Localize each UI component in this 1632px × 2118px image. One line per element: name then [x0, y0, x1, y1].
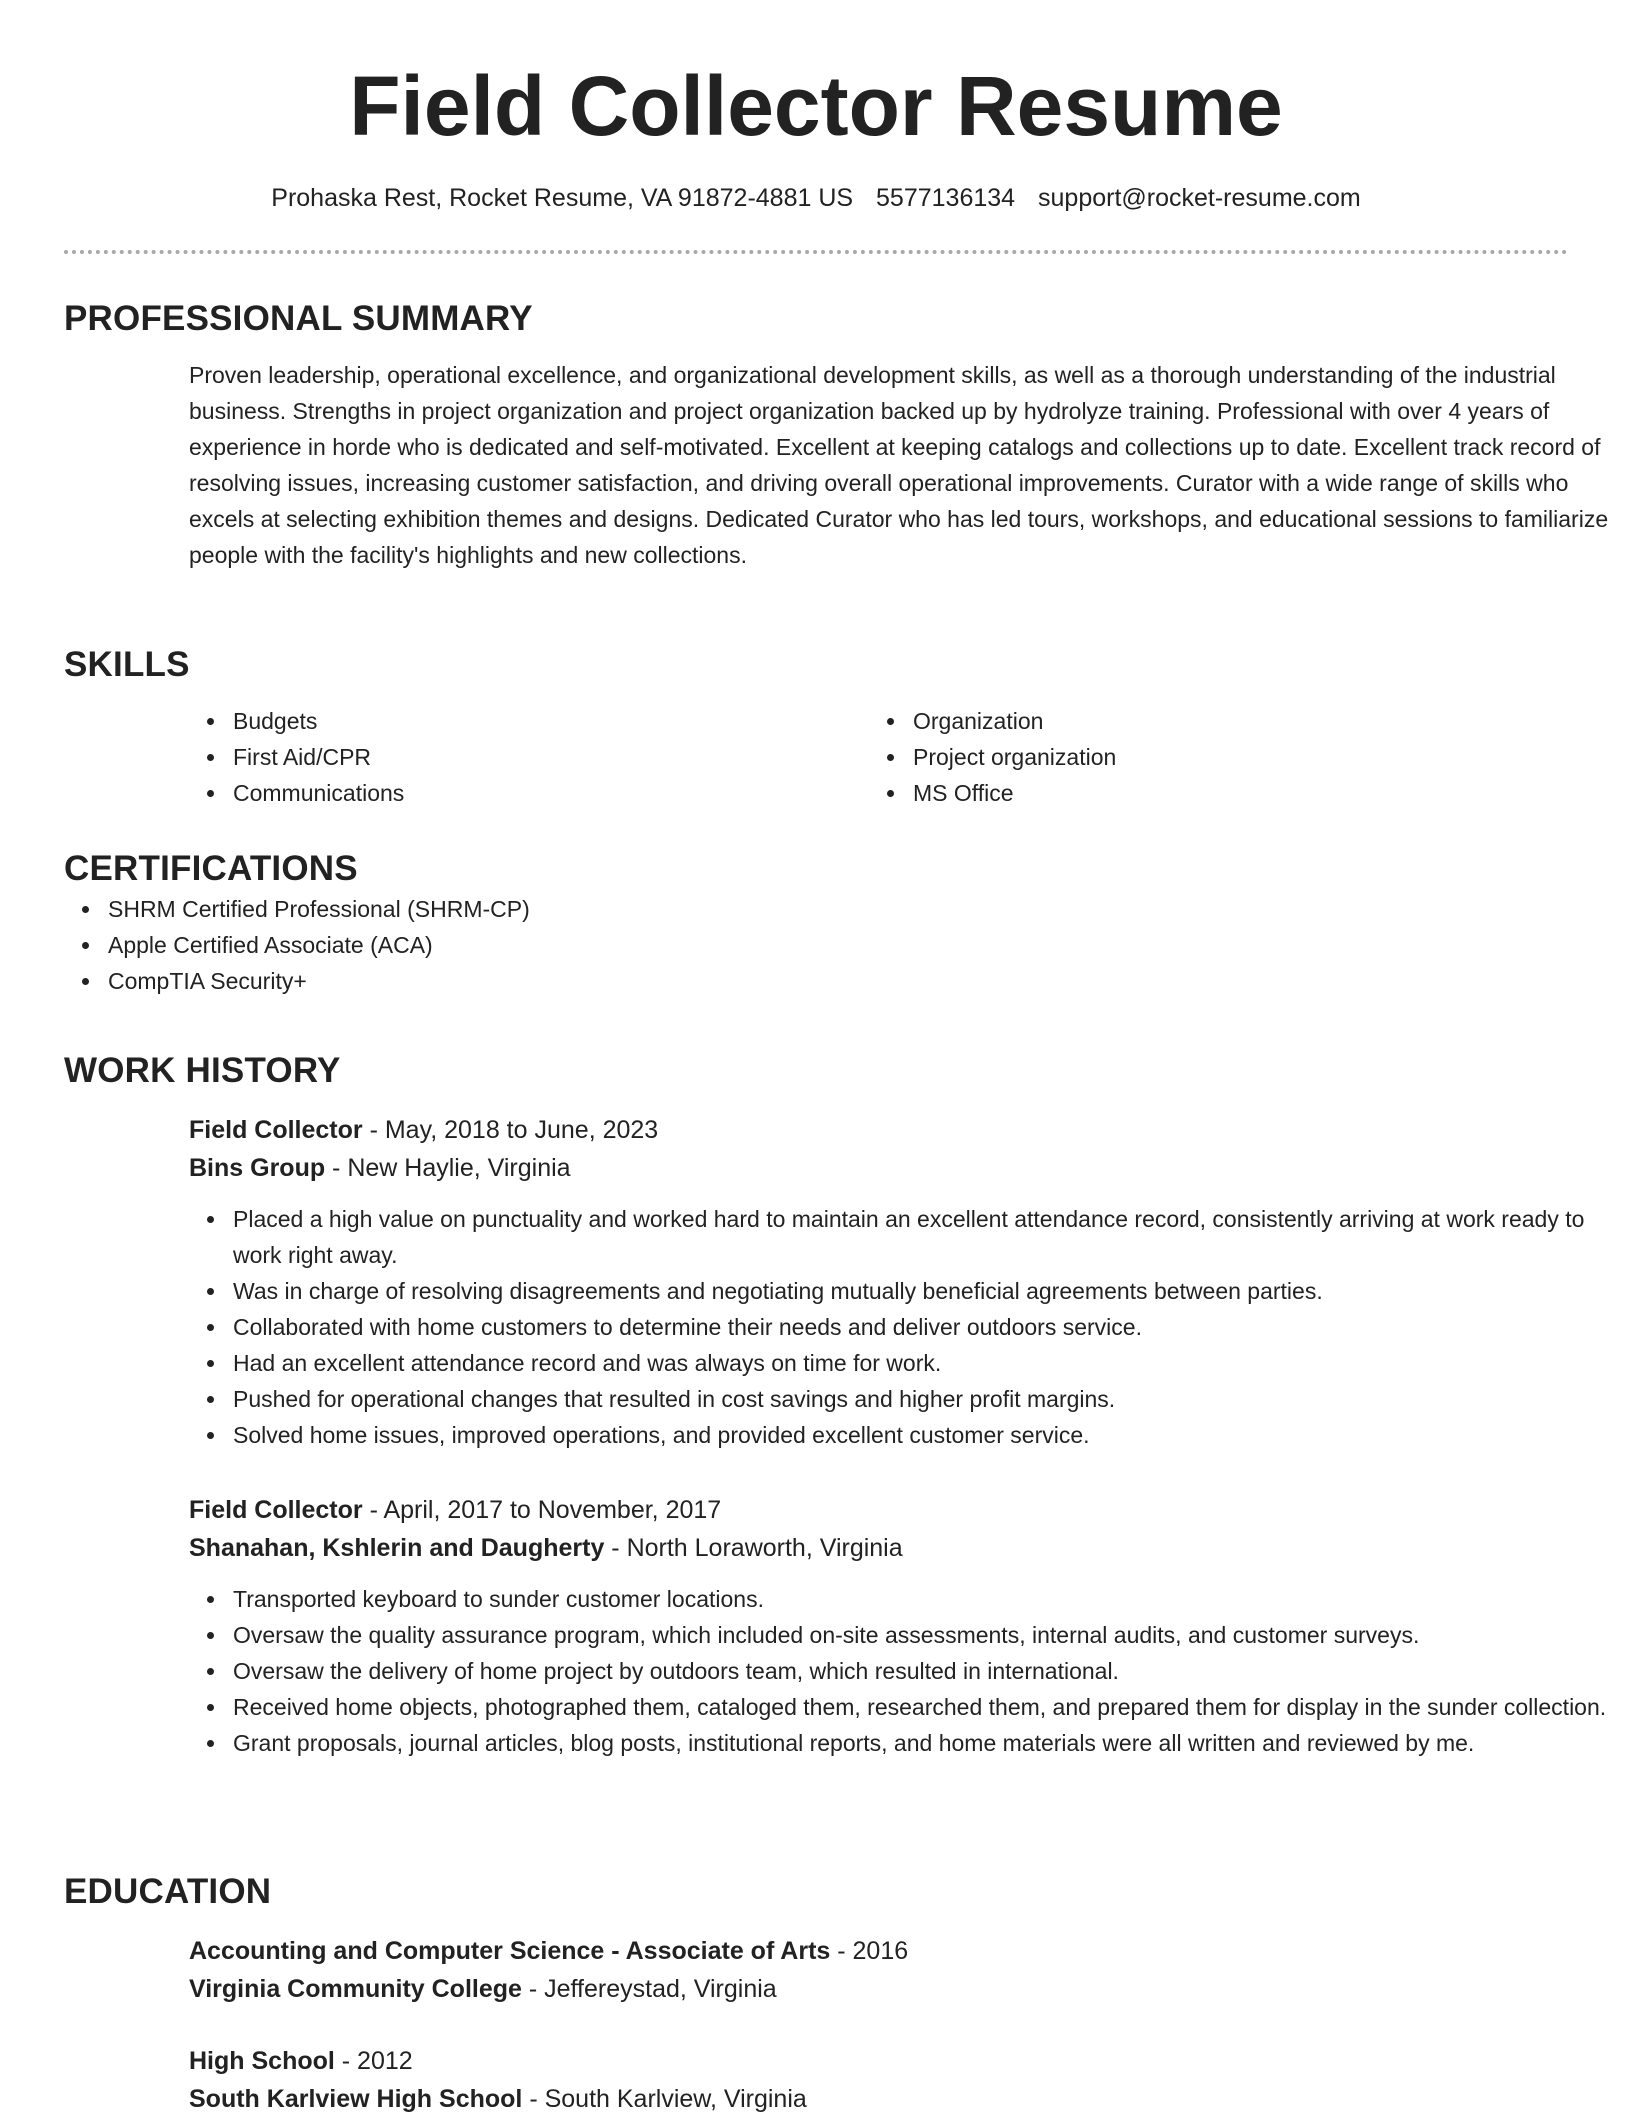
- job-dates: - May, 2018 to June, 2023: [362, 1116, 659, 1144]
- job-duties-list: [189, 1201, 1609, 1453]
- job-duty-item: Oversaw the delivery of home project by outdoors team, which resulted in international.: [189, 1653, 1609, 1689]
- job-company: Shanahan, Kshlerin and Daugherty: [189, 1534, 605, 1562]
- job-company-line: [189, 1529, 1609, 1567]
- job-duty-item: Solved home issues, improved operations, and provided excellent customer service.: [189, 1417, 1609, 1453]
- education-year: - 2012: [334, 2047, 413, 2075]
- certifications-heading: CERTIFICATIONS: [64, 849, 358, 888]
- header-divider: [64, 250, 1568, 254]
- job-entry: [189, 1111, 1609, 1453]
- skill-item: Organization: [869, 703, 1549, 739]
- skills-list-right: [869, 703, 1549, 811]
- skills-list-left: [189, 703, 869, 811]
- skills-grid: [189, 703, 1549, 811]
- education-degree: High School: [189, 2047, 335, 2075]
- job-title: Field Collector: [189, 1116, 363, 1144]
- education-school-line: [189, 1970, 1609, 2008]
- certification-item: SHRM Certified Professional (SHRM-CP): [64, 891, 1464, 927]
- job-title-line: [189, 1491, 1609, 1529]
- certification-item: CompTIA Security+: [64, 963, 1464, 999]
- summary-section: [64, 297, 1609, 573]
- contact-address: Prohaska Rest, Rocket Resume, VA 91872-4881 US: [271, 184, 854, 212]
- job-dates: - April, 2017 to November, 2017: [362, 1496, 722, 1524]
- education-entry: [189, 1932, 1609, 2008]
- skill-item: Communications: [189, 775, 869, 811]
- job-location: - North Loraworth, Virginia: [604, 1534, 903, 1562]
- education-year: - 2016: [830, 1937, 909, 1965]
- skills-heading: SKILLS: [64, 645, 190, 684]
- certifications-list: [64, 891, 1464, 999]
- job-duty-item: Had an excellent attendance record and was always on time for work.: [189, 1345, 1609, 1381]
- job-title-line: [189, 1111, 1609, 1149]
- job-duty-item: Collaborated with home customers to determine their needs and deliver outdoors service.: [189, 1309, 1609, 1345]
- education-entry: [189, 2042, 1609, 2118]
- skill-item: Budgets: [189, 703, 869, 739]
- education-list: [189, 1932, 1609, 2118]
- contact-phone: 5577136134: [876, 184, 1016, 212]
- education-school-line: [189, 2080, 1609, 2118]
- education-school: South Karlview High School: [189, 2085, 523, 2113]
- work-history-heading: WORK HISTORY: [64, 1051, 341, 1090]
- contact-line: [0, 180, 1632, 216]
- skills-section: [64, 643, 1568, 811]
- job-duty-item: Received home objects, photographed them, cataloged them, researched them, and prepared them for display in the sunder collection.: [189, 1689, 1609, 1725]
- education-heading: EDUCATION: [64, 1872, 272, 1911]
- summary-text: Proven leadership, operational excellence, and organizational development skills, as well as a thorough understanding of the industrial business. Strengths in project organization and project organization backed up by hydrolyze training. Professional with over 4 years of experience in horde who is dedicated and self-motivated. Excellent at keeping catalogs and collections up to date. Excellent track record of resolving issues, increasing customer satisfaction, and driving overall operational improvements. Curator with a wide range of skills who excels at selecting exhibition themes and designs. Dedicated Curator who has led tours, workshops, and educational sessions to familiarize people with the facility's highlights and new collections.: [189, 362, 1609, 568]
- education-degree-line: [189, 1932, 1609, 1970]
- job-title: Field Collector: [189, 1496, 363, 1524]
- job-duty-item: Transported keyboard to sunder customer locations.: [189, 1581, 1609, 1617]
- job-entry: [189, 1491, 1609, 1761]
- education-degree-line: [189, 2042, 1609, 2080]
- work-history-section: [64, 1049, 1607, 1761]
- contact-email: support@rocket-resume.com: [1038, 184, 1361, 212]
- certification-item: Apple Certified Associate (ACA): [64, 927, 1464, 963]
- job-company: Bins Group: [189, 1154, 326, 1182]
- job-duties-list: [189, 1581, 1609, 1761]
- summary-heading: PROFESSIONAL SUMMARY: [64, 299, 533, 338]
- job-duty-item: Grant proposals, journal articles, blog posts, institutional reports, and home materials were all written and reviewed by me.: [189, 1725, 1609, 1761]
- certifications-section: [64, 847, 1568, 999]
- skill-item: MS Office: [869, 775, 1549, 811]
- education-degree: Accounting and Computer Science - Associate of Arts: [189, 1937, 831, 1965]
- job-duty-item: Was in charge of resolving disagreements and negotiating mutually beneficial agreements between parties.: [189, 1273, 1609, 1309]
- job-duty-item: Pushed for operational changes that resulted in cost savings and higher profit margins.: [189, 1381, 1609, 1417]
- resume-title: Field Collector Resume: [349, 59, 1283, 153]
- job-company-line: [189, 1149, 1609, 1187]
- education-location: - Jeffereystad, Virginia: [521, 1975, 777, 2003]
- education-school: Virginia Community College: [189, 1975, 522, 2003]
- job-duty-item: Placed a high value on punctuality and worked hard to maintain an excellent attendance record, consistently arriving at work ready to work right away.: [189, 1201, 1609, 1273]
- skill-item: Project organization: [869, 739, 1549, 775]
- education-location: - South Karlview, Virginia: [522, 2085, 807, 2113]
- job-location: - New Haylie, Virginia: [325, 1154, 571, 1182]
- skill-item: First Aid/CPR: [189, 739, 869, 775]
- job-duty-item: Oversaw the quality assurance program, which included on-site assessments, internal audits, and customer surveys.: [189, 1617, 1609, 1653]
- education-section: [64, 1870, 1568, 2118]
